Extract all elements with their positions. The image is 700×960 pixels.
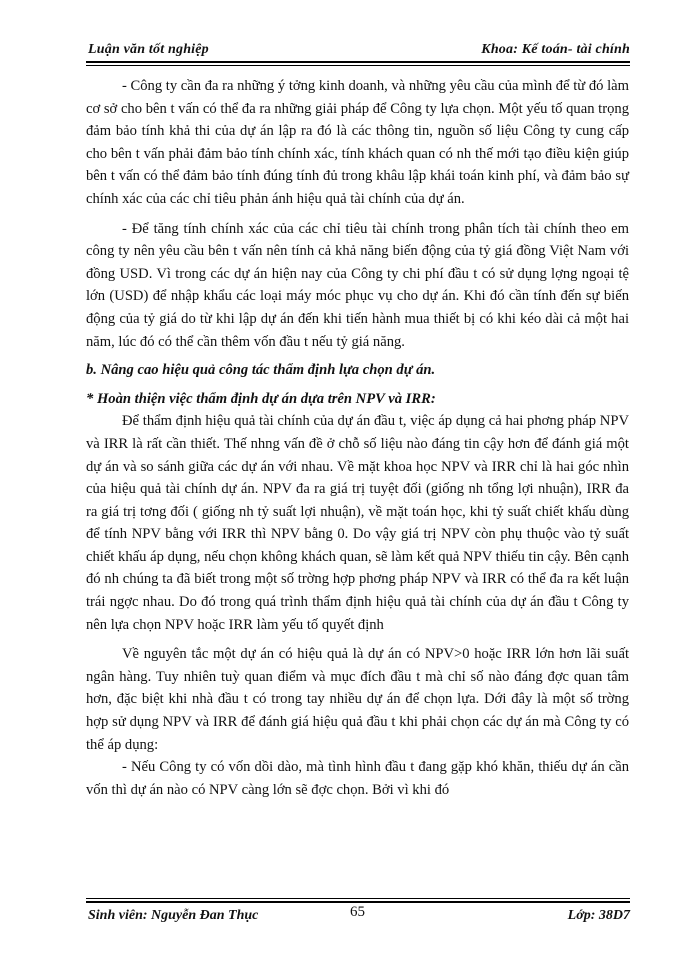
header-rule-thin: [86, 65, 630, 66]
page-header: [86, 42, 630, 64]
paragraph-abundant-capital: - Nếu Công ty có vốn dồi dào, mà tình hình đầu t đang gặp khó khăn, thiếu dự án cần vốn thì dự án nào có NPV càng lớn sẽ đợc chọn. Bởi vì khi đó: [86, 759, 629, 798]
header-rule-thick: [86, 61, 630, 63]
page-number: 65: [350, 904, 365, 920]
header-faculty: Khoa: Kế toán- tài chính: [481, 42, 630, 57]
footer-rule-thick: [86, 901, 630, 903]
subsection-heading-npv-irr: * Hoàn thiện việc thẩm định dự án dựa trên NPV và IRR:: [86, 390, 436, 407]
section-heading-b: b. Nâng cao hiệu quả công tác thẩm định lựa chọn dự án.: [86, 362, 436, 379]
footer-student-name: Sinh viên: Nguyễn Đan Thục: [88, 908, 259, 923]
page-footer: [86, 898, 630, 924]
footer-rule-thin: [86, 898, 630, 899]
paragraph-advisor-requirements: - Công ty cần đa ra những ý tởng kinh doanh, và những yêu cầu của mình để từ đó làm cơ sở cho bên t vấn có thể đa ra những giải pháp để Công ty lựa chọn. Một yếu tố quan trọng đảm bảo tính khả thi của dự án lập ra đó là các thông tin, nguồn số liệu Công ty cung cấp cho bên t vấn phải đảm bảo tính chính xác, tính khách quan có nh thế mới tạo điều kiện giúp bên t vấn có thể đảm bảo tính đúng tính đủ trong khâu lập khái toán kinh phí, và đảm bảo sự chính xác của các chỉ tiêu phản ánh hiệu quả tài chính của dự án.: [86, 78, 629, 207]
document-body: [86, 75, 629, 801]
paragraph-exchange-rate: - Để tăng tính chính xác của các chỉ tiêu tài chính trong phân tích tài chính theo em công ty nên yêu cầu bên t vấn nên tính cả khả năng biến động của tỷ giá đồng Việt Nam với đồng USD. Vì trong các dự án hiện nay của Công ty chi phí đầu t có sử dụng lợng ngoại tệ lớn (USD) để nhập khẩu các loại máy móc phục vụ cho dự án. Khi đó cần tính đến sự biến động của tỷ giá do từ khi lập dự án đến khi tiến hành mua thiết bị có khi kéo dài cả một hai năm, lúc đó có thể cần thêm vốn đầu t nếu tỷ giá năng.: [86, 220, 629, 350]
header-thesis-title: Luận văn tốt nghiệp: [88, 42, 209, 57]
footer-class: Lớp: 38D7: [567, 908, 630, 923]
paragraph-effective-project: Về nguyên tắc một dự án có hiệu quả là dự án có NPV>0 hoặc IRR lớn hơn lãi suất ngân hàng. Tuy nhiên tuỳ quan điểm và mục đích đầu t mà chỉ số nào đáng đợc quan tâm hơn, đặc biệt khi nhà đầu t có trong tay nhiều dự án để chọn lựa. Dới đây là một số trờng hợp sử dụng NPV và IRR để đánh giá hiệu quả đầu t khi phải chọn các dự án mà Công ty có thể áp dụng:: [86, 646, 629, 753]
paragraph-npv-irr-methods: Để thẩm định hiệu quả tài chính của dự án đầu t, việc áp dụng cả hai phơng pháp NPV và IRR là rất cần thiết. Thế nhng vấn đề ở chỗ số liệu nào đáng tin cậy hơn để đánh giá một dự án và so sánh giữa các dự án với nhau. Về mặt khoa học NPV và IRR chỉ là hai góc nhìn của hiệu quả tài chính dự án. NPV đa ra giá trị tuyệt đối (giống nh tổng lợi nhuận), IRR đa ra giá trị tơng đối ( giống nh tỷ suất lợi nhuận), về mặt toán học, khi tỷ suất chiết khấu dùng để tính NPV bằng với IRR thì NPV bằng 0. Do vậy giá trị NPV còn phụ thuộc vào tỷ suất chiết khấu áp dụng, nếu chọn không khách quan, sẽ làm kết quả NPV thiếu tin cậy. Bên cạnh đó nh chúng ta đã biết trong một số trờng hợp phơng pháp NPV và IRR có thể đa ra kết luận trái ngợc nhau. Do đó trong quá trình thẩm định hiệu quả tài chính của dự án đầu t Công ty nên lựa chọn NPV hoặc IRR làm yếu tố quyết định: [86, 413, 629, 633]
